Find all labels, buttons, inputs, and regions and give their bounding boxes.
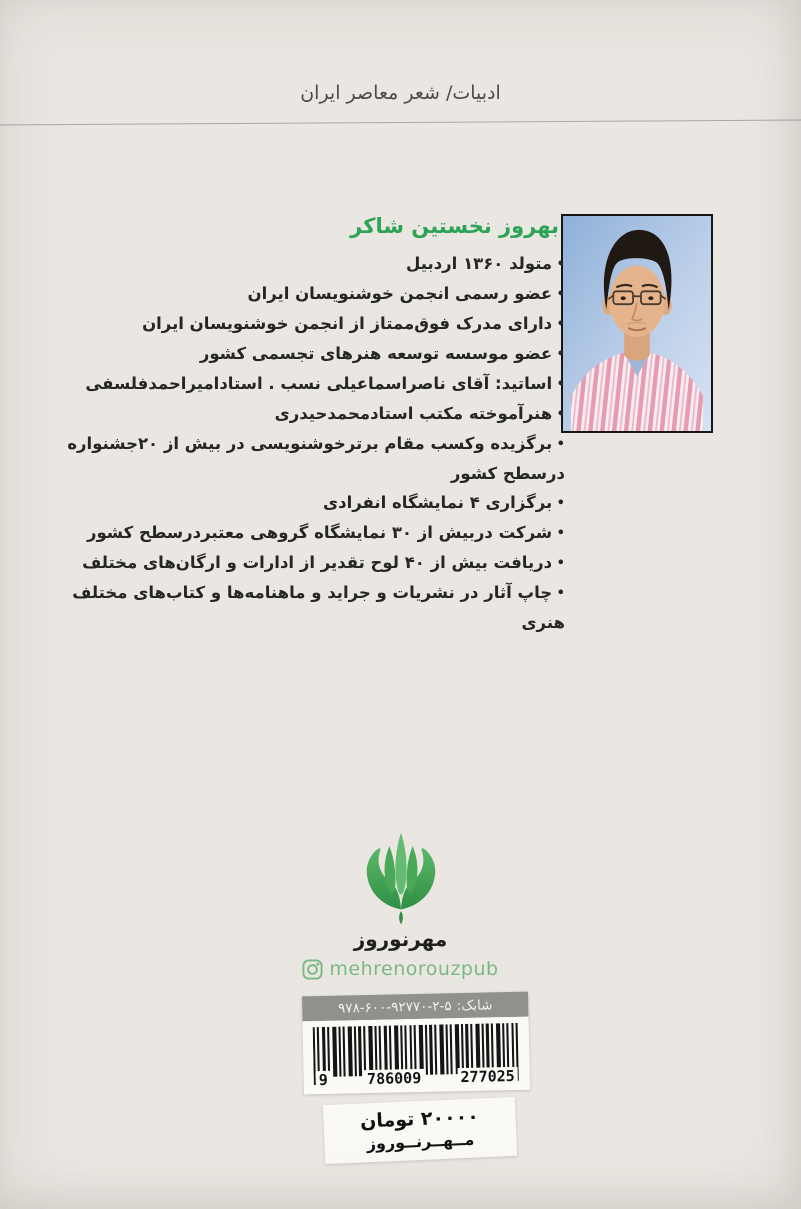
bio-item-text: دارای مدرک فوق‌ممتاز از انجمن خوشنویسان ایران bbox=[142, 314, 553, 333]
bullet-icon: • bbox=[552, 257, 565, 272]
bio-item bbox=[41, 309, 565, 339]
divider-line bbox=[0, 120, 801, 126]
bio-item-text: دریافت بیش از ۴۰ لوح تقدیر از ادارات و ارگان‌های مختلف bbox=[82, 553, 553, 572]
bullet-icon: • bbox=[552, 556, 565, 571]
bullet-icon: • bbox=[552, 347, 565, 362]
bullet-icon: • bbox=[552, 377, 565, 392]
bio-item-text: عضو موسسه توسعه هنرهای تجسمی کشور bbox=[199, 344, 553, 363]
bio-item bbox=[41, 429, 565, 488]
bio-item bbox=[41, 369, 565, 399]
barcode-body bbox=[303, 1017, 530, 1095]
bio-item-text: شرکت دربیش از ۳۰ نمایشگاه گروهی معتبردرسطح کشور bbox=[86, 523, 553, 542]
category-text: ادبیات/ شعر معاصر ایران bbox=[300, 82, 501, 104]
author-portrait-graphic bbox=[563, 216, 711, 431]
price-publisher-name: مــهــرنــوروز bbox=[366, 1129, 475, 1154]
instagram-handle: mehrenorouzpub bbox=[329, 958, 499, 980]
bio-item-text: برگزاری ۴ نمایشگاه انفرادی bbox=[323, 493, 553, 512]
bio-item-text: آقای ناصراسماعیلی نسب . استادامیراحمدفلسفی bbox=[85, 374, 496, 393]
barcode-digits bbox=[314, 1067, 520, 1090]
bullet-icon: • bbox=[552, 407, 565, 422]
bullet-icon: • bbox=[552, 287, 565, 302]
bio-item-lead: اساتید: bbox=[495, 374, 553, 393]
bullet-icon: • bbox=[552, 437, 565, 452]
bio-item bbox=[41, 488, 565, 518]
price-sticker bbox=[323, 1097, 517, 1164]
isbn-number: ۹۷۸-۶۰۰-۹۲۷۷۰-۲-۵ bbox=[337, 997, 452, 1017]
bio-list bbox=[41, 249, 565, 637]
ean-digit-group: 786009 bbox=[364, 1069, 425, 1088]
ean-digit-group: 277025 bbox=[457, 1067, 518, 1086]
bio-item-text: برگزیده وکسب مقام برترخوشنویسی در بیش از ۲۰جشنواره درسطح کشور bbox=[67, 434, 565, 483]
bio-item bbox=[41, 578, 565, 637]
bio-item bbox=[41, 399, 565, 429]
ean-digit-group: 9 bbox=[316, 1071, 331, 1089]
author-name: بهروز نخستین شاکر bbox=[350, 214, 559, 238]
bullet-icon: • bbox=[552, 496, 565, 511]
bio-item bbox=[41, 279, 565, 309]
bio-item-text: متولد ۱۳۶۰ اردبیل bbox=[406, 254, 553, 273]
instagram-icon bbox=[302, 959, 323, 980]
publisher-block bbox=[0, 826, 801, 980]
bio-item-text: چاپ آثار در نشریات و جراید و ماهنامه‌ها و کتاب‌های مختلف هنری bbox=[72, 583, 565, 632]
price-amount: ۲۰۰۰۰ تومان bbox=[359, 1105, 480, 1133]
barcode-block bbox=[302, 992, 530, 1095]
publisher-wordmark: مهرنوروز bbox=[353, 927, 448, 951]
bio-item bbox=[41, 548, 565, 578]
bio-item bbox=[41, 339, 565, 369]
bio-item bbox=[41, 249, 565, 279]
bio-item-text: هنرآموخته مکتب استادمحمدحیدری bbox=[274, 404, 553, 423]
instagram-row bbox=[302, 958, 498, 980]
isbn-label: شابک: bbox=[456, 996, 493, 1014]
bio-item-text: عضو رسمی انجمن خوشنویسان ایران bbox=[247, 284, 553, 303]
author-photo bbox=[561, 214, 713, 433]
bullet-icon: • bbox=[552, 526, 565, 541]
publisher-logo-icon bbox=[342, 826, 460, 926]
bio-item bbox=[41, 518, 565, 548]
bullet-icon: • bbox=[552, 586, 565, 601]
bullet-icon: • bbox=[552, 317, 565, 332]
